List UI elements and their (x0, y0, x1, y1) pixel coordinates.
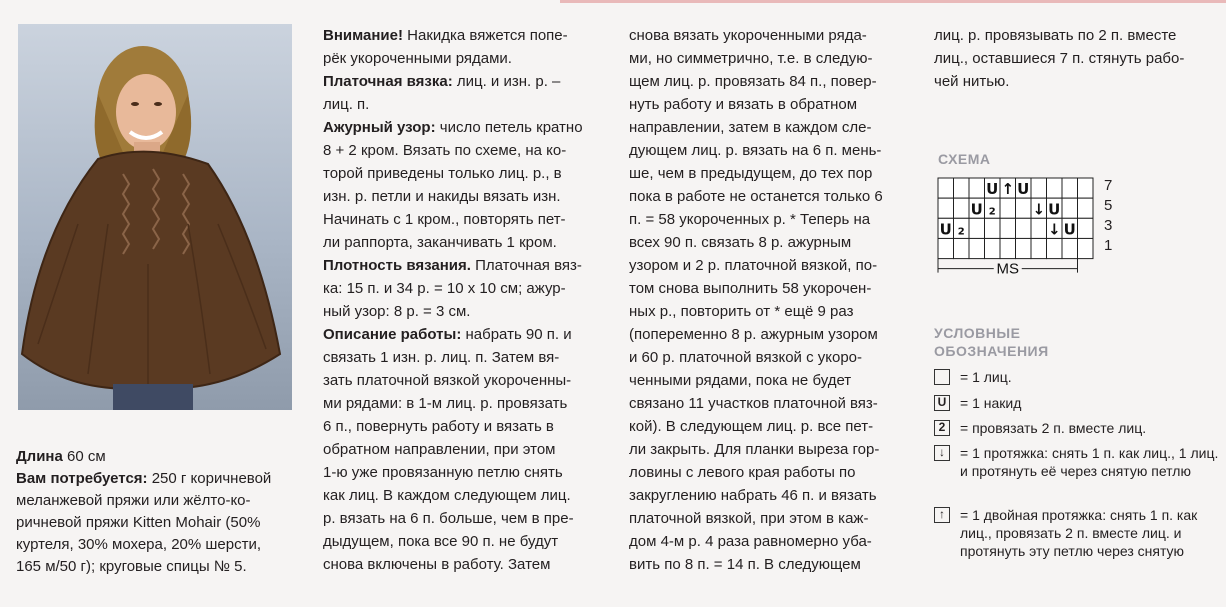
instruction-line: чей нитью. (934, 73, 1010, 90)
instruction-line: ловины с левого края работы по (629, 464, 856, 481)
chart-cell (1031, 218, 1047, 238)
chart-cell (969, 218, 985, 238)
chart-cell (1047, 238, 1063, 258)
chart-symbol: U (939, 220, 952, 239)
chart-cell (1062, 178, 1078, 198)
chart-cell (1062, 238, 1078, 258)
legend-text: = 1 двойная протяжка: снять 1 п. как лиц., провязать 2 п. вместе лиц. и протянуть эту петлю через снятую (960, 507, 1198, 559)
chart-symbol: ↓ (1032, 200, 1046, 219)
instruction-line: направлении, затем в каждом сле- (629, 119, 872, 136)
lace-pattern-text: 8 + 2 кром. Вязать по схеме, на ко- (323, 142, 567, 159)
chart-symbol: U (970, 200, 983, 219)
instructions-column-3 (934, 24, 1219, 93)
chart-symbol: 2 (988, 206, 996, 218)
description-text: ми рядами: в 1-м лиц. р. провязать (323, 395, 568, 412)
knitting-chart (937, 177, 1097, 292)
description-text: снова включены в работу. Затем (323, 556, 551, 573)
caption (16, 446, 296, 578)
chart-cell (1078, 178, 1094, 198)
lace-pattern-text: Начинать с 1 кром., повторять пет- (323, 211, 566, 228)
legend-symbol: ↑ (934, 507, 950, 523)
chart-cell (1000, 218, 1016, 238)
lace-pattern-text: торой приведены только лиц. р., в (323, 165, 562, 182)
chart-cell (1016, 238, 1032, 258)
length-label: Длина (16, 448, 63, 465)
instruction-line: связано 11 участков платочной вяз- (629, 395, 878, 412)
top-accent-line (560, 0, 1226, 3)
density-text: Платочная вяз- (470, 257, 582, 274)
description-text: р. вязать на 6 п. больше, чем в пре- (323, 510, 574, 527)
description-text: 6 п., повернуть работу и вязать в (323, 418, 554, 435)
density-text: ный узор: 8 р. = 3 см. (323, 303, 471, 320)
chart-cell (1016, 198, 1032, 218)
legend-text: = 1 лиц. (960, 369, 1012, 385)
lace-pattern-text: число петель кратно (435, 119, 583, 136)
instruction-line: закруглению набрать 46 п. и вязать (629, 487, 877, 504)
description-text: как лиц. В каждом следующем лиц. (323, 487, 571, 504)
legend-text: = 1 протяжка: снять 1 п. как лиц., 1 лиц. и протянуть её через снятую петлю (960, 445, 1219, 479)
instruction-line: пока в работе не останется только 6 (629, 188, 883, 205)
lace-pattern-text: изн. р. петли и накиды вязать изн. (323, 188, 561, 205)
legend-symbol: ↓ (934, 445, 950, 461)
chart-symbol: U (1063, 220, 1076, 239)
plain-stitch-label: Платочная вязка: (323, 73, 453, 90)
density-text: ка: 15 п. и 34 р. = 10 х 10 см; ажур- (323, 280, 566, 297)
chart-symbol: U (1048, 200, 1061, 219)
model-photo (18, 24, 292, 410)
row-number: 3 (1104, 217, 1113, 234)
chart-cell (1031, 178, 1047, 198)
instruction-line: лиц. р. провязывать по 2 п. вместе (934, 27, 1177, 44)
instruction-line: дом 4-м р. 4 раза равномерно уба- (629, 533, 872, 550)
instruction-line: (попеременно 8 р. ажурным узором (629, 326, 878, 343)
chart-symbol: ↓ (1047, 220, 1061, 239)
legend-title (934, 324, 1049, 360)
chart-symbol: U (1017, 180, 1030, 199)
description-text: связать 1 изн. р. лиц. п. Затем вя- (323, 349, 560, 366)
instruction-line: ных р., повторить от * ещё 9 раз (629, 303, 854, 320)
chart-cell (1000, 238, 1016, 258)
needs-line: 250 г коричневой (151, 470, 272, 487)
plain-stitch-text: лиц. и изн. р. – (452, 73, 561, 90)
repeat-label: MS (996, 260, 1019, 278)
instruction-line: ше, чем в предыдущем, до тех пор (629, 165, 873, 182)
instruction-line: дующем лиц. р. вязать на 6 п. мень- (629, 142, 882, 159)
instruction-line: снова вязать укороченными ряда- (629, 27, 867, 44)
chart-cell (938, 198, 954, 218)
legend-text: = 1 накид (960, 395, 1022, 411)
chart-cell (1016, 218, 1032, 238)
chart-cell (1047, 178, 1063, 198)
attention-text: Накидка вяжется попе- (402, 27, 568, 44)
chart-cell (1078, 238, 1094, 258)
chart-cell (938, 178, 954, 198)
lace-pattern-label: Ажурный узор: (323, 119, 436, 136)
chart-cell (985, 218, 1001, 238)
description-text: обратном направлении, при этом (323, 441, 556, 458)
instructions-column-1 (323, 24, 605, 576)
chart-cell (1000, 198, 1016, 218)
instruction-line: ми, но симметрично, т.е. в следую- (629, 50, 873, 67)
legend-title-line: УСЛОВНЫЕ (934, 325, 1021, 341)
legend-symbol: U (934, 395, 950, 411)
legend-symbol: 2 (934, 420, 950, 436)
needs-line: ричневой пряжи Kitten Mohair (50% (16, 514, 261, 531)
lace-pattern-text: ли раппорта, заканчивать 1 кром. (323, 234, 557, 251)
plain-stitch-text: лиц. п. (323, 96, 370, 113)
chart-cell (1031, 238, 1047, 258)
description-text: дыдущем, пока все 90 п. не будут (323, 533, 559, 550)
description-text: зать платочной вязкой укороченны- (323, 372, 572, 389)
description-text: набрать 90 п. и (461, 326, 572, 343)
instruction-line: щем лиц. р. провязать 84 п., повер- (629, 73, 877, 90)
description-text: 1-ю уже провязанную петлю снять (323, 464, 563, 481)
needs-line: куртеля, 30% мохера, 20% шерсти, (16, 536, 262, 553)
chart-cell (954, 238, 970, 258)
instructions-column-2 (629, 24, 911, 576)
instruction-line: нуть работу и вязать в обратном (629, 96, 858, 113)
chart-cell (969, 178, 985, 198)
needs-label: Вам потребуется: (16, 470, 148, 487)
instruction-line: п. = 58 укороченных р. * Теперь на (629, 211, 871, 228)
legend-title-line: ОБОЗНАЧЕНИЯ (934, 343, 1049, 359)
chart-cell (1078, 198, 1094, 218)
row-number: 1 (1104, 237, 1113, 254)
chart-cell (985, 238, 1001, 258)
length-value: 60 см (67, 448, 106, 465)
chart-cell (954, 198, 970, 218)
instruction-line: узором и 2 р. платочной вязкой, по- (629, 257, 878, 274)
chart-symbol: 2 (957, 226, 965, 238)
instruction-line: том снова выполнить 58 укорочен- (629, 280, 872, 297)
row-number: 5 (1104, 197, 1113, 214)
instruction-line: кой). В следующем лиц. р. все пет- (629, 418, 874, 435)
attention-text: рёк укороченными рядами. (323, 50, 512, 67)
chart-cell (1078, 218, 1094, 238)
needs-line: меланжевой пряжи или жёлто-ко- (16, 492, 251, 509)
chart-cell (1062, 198, 1078, 218)
instruction-line: платочной вязкой, при этом в каж- (629, 510, 869, 527)
instruction-line: ченными рядами, пока не будет (629, 372, 852, 389)
chart-cell (954, 178, 970, 198)
chart-symbol: ↑ (1001, 180, 1015, 199)
schema-title: СХЕМА (938, 151, 991, 167)
row-number: 7 (1104, 177, 1113, 194)
chart-cell (938, 238, 954, 258)
instruction-line: вить по 8 п. = 14 п. В следующем (629, 556, 861, 573)
attention-label: Внимание! (323, 27, 403, 44)
density-label: Плотность вязания. (323, 257, 471, 274)
instruction-line: лиц., оставшиеся 7 п. стянуть рабо- (934, 50, 1185, 67)
legend-text: = провязать 2 п. вместе лиц. (960, 420, 1147, 436)
instruction-line: и 60 р. платочной вязкой с укоро- (629, 349, 863, 366)
description-label: Описание работы: (323, 326, 462, 343)
legend-symbol (934, 369, 950, 385)
needs-line: 165 м/50 г); круговые спицы № 5. (16, 558, 247, 575)
instruction-line: ли закрыть. Для планки выреза гор- (629, 441, 880, 458)
instruction-line: всех 90 п. связать 8 р. ажурным (629, 234, 852, 251)
chart-cell (969, 238, 985, 258)
chart-symbol: U (986, 180, 999, 199)
